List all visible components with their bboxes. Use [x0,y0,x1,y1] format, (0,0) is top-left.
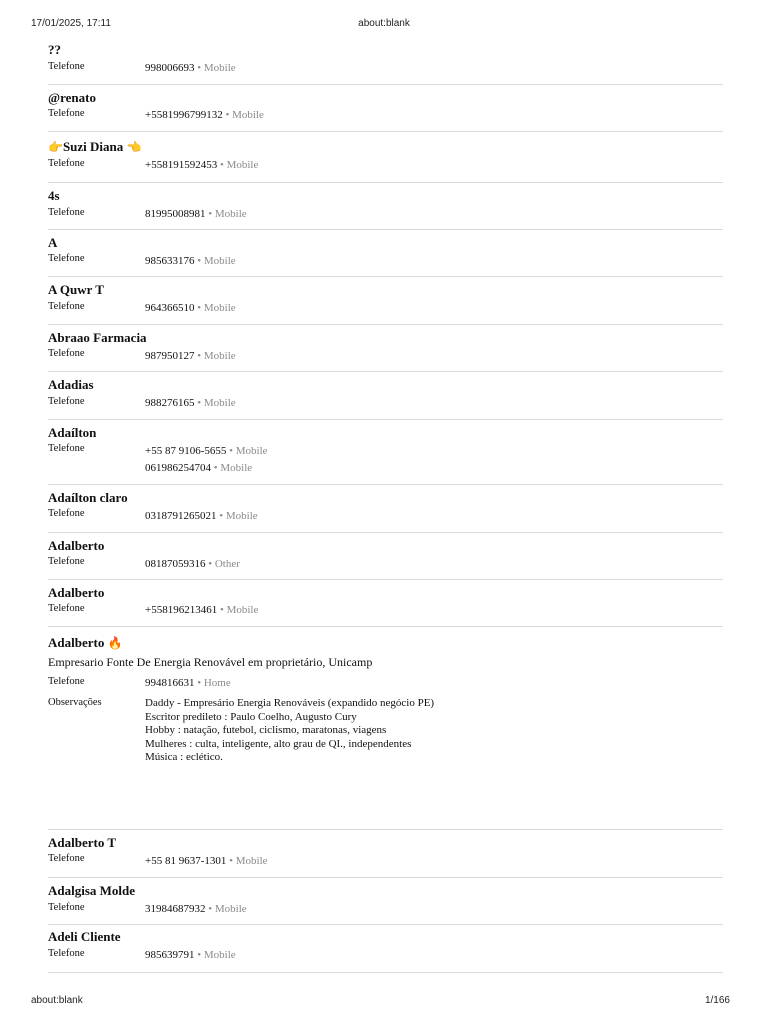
phone-entry [145,902,247,916]
phone-entry [145,396,236,410]
phone-number: 998006693 [145,62,195,74]
phone-label: Telefone [48,158,85,169]
contact-name [48,139,141,155]
phone-type: • Mobile [229,445,268,457]
phone-label: Telefone [48,443,85,454]
note-line: Hobby : natação, futebol, ciclismo, maratonas, viagens [145,724,387,736]
phone-number: 31984687932 [145,903,206,915]
phone-entry [145,444,268,458]
phone-number: 061986254704 [145,462,211,474]
phone-number: +5581996799132 [145,109,223,121]
page-number: 1/166 [704,995,730,1006]
phone-number: 08187059316 [145,558,206,570]
contact-name: Abraao Farmacia [48,330,147,345]
contact-name-text: Adalberto [48,635,105,650]
contact-name: 4s [48,188,60,203]
contact-entry [48,420,723,485]
phone-number: 985639791 [145,949,195,961]
contact-name: Adaílton claro [48,490,128,505]
print-header [31,18,737,31]
phone-entry [145,676,231,690]
contact-name: Adalgisa Molde [48,883,136,898]
phone-entry [145,509,258,523]
phone-type: • Mobile [219,510,258,522]
phone-number: +55 87 9106-5655 [145,445,227,457]
phone-label: Telefone [48,853,85,864]
fire-icon: 🔥 [107,636,123,650]
contact-name-text: Suzi Diana [62,139,124,154]
phone-number: 0318791265021 [145,510,217,522]
contact-notes [145,697,434,765]
print-url-header: about:blank [358,18,410,29]
contact-entry [48,183,723,230]
phone-number: 994816631 [145,677,195,689]
pointing-left-icon: 👈 [126,140,142,154]
phone-entry [145,301,236,315]
phone-type: • Mobile [213,462,253,474]
contact-entry [48,325,723,372]
contact-name: Adadias [48,377,94,392]
phone-entry [145,854,268,868]
phone-label: Telefone [48,902,85,913]
phone-number: +55 81 9637-1301 [145,855,227,867]
notes-label: Observações [48,697,102,708]
contact-entry [48,38,723,85]
contact-name: Adalberto [48,585,105,600]
note-line: Escritor predileto : Paulo Coelho, Augusto Cury [145,710,357,723]
contact-entry [48,533,723,580]
phone-label: Telefone [48,348,85,359]
phone-entry [145,207,247,221]
contact-entry [48,627,723,830]
contact-entry [48,925,723,973]
phone-number: +558196213461 [145,604,218,616]
contact-name: @renato [48,90,96,105]
phone-label: Telefone [48,61,85,72]
phone-entry [145,349,236,363]
phone-entry [145,108,264,122]
phone-type: • Mobile [208,903,247,915]
phone-label: Telefone [48,603,85,614]
contact-entry [48,372,723,420]
note-line: Música : eclético. [145,751,223,763]
contact-entry [48,85,723,132]
contact-entry [48,878,723,925]
phone-number: +558191592453 [145,159,218,171]
print-footer [31,995,737,1008]
contact-entry [48,230,723,277]
phone-label: Telefone [48,253,85,264]
contact-name: Adalberto [48,538,105,553]
contact-name: Adaílton [48,425,97,440]
contact-name: Adeli Cliente [48,929,121,944]
phone-entry [145,254,236,268]
note-line: Daddy - Empresário Energia Renováveis (expandido negócio PE) [145,697,435,709]
phone-label: Telefone [48,948,85,959]
phone-type: • Mobile [225,109,264,121]
note-line: Mulheres : culta, inteligente, alto grau de QI., independentes [145,737,412,750]
phone-entry [145,603,258,617]
pointing-right-icon: 👉 [48,140,63,154]
contact-entry [48,132,723,183]
contact-organization: Empresario Fonte De Energia Renovável em proprietário, Unicamp [48,655,373,669]
phone-number: 987950127 [145,350,195,362]
contact-name: A Quwr T [48,282,104,297]
phone-type: • Other [208,558,240,570]
phone-type: • Mobile [197,397,236,409]
phone-label: Telefone [48,508,85,519]
print-url-footer: about:blank [31,995,83,1006]
contact-name: Adalberto T [48,835,117,850]
phone-type: • Mobile [197,62,236,74]
print-datetime: 17/01/2025, 17:11 [31,18,111,29]
phone-label: Telefone [48,301,85,312]
phone-label: Telefone [48,676,85,687]
phone-number: 988276165 [145,397,195,409]
phone-type: • Mobile [197,255,236,267]
phone-entry [145,948,236,962]
phone-type: • Mobile [219,159,259,171]
phone-type: • Home [197,677,231,689]
contact-name [48,635,123,651]
phone-label: Telefone [48,556,85,567]
phone-type: • Mobile [219,604,259,616]
phone-entry [145,557,240,571]
phone-type: • Mobile [197,949,236,961]
phone-entry [145,461,252,475]
phone-entry [145,61,236,75]
phone-type: • Mobile [208,208,247,220]
contact-entry [48,580,723,627]
phone-number: 964366510 [145,302,195,314]
phone-label: Telefone [48,108,85,119]
phone-label: Telefone [48,207,85,218]
phone-type: • Mobile [197,302,236,314]
contact-list [48,38,723,973]
phone-number: 81995008981 [145,208,206,220]
phone-type: • Mobile [229,855,268,867]
phone-entry [145,158,258,172]
phone-number: 985633176 [145,255,195,267]
contact-name: ?? [48,42,61,57]
phone-type: • Mobile [197,350,236,362]
contact-entry [48,485,723,533]
contact-entry [48,277,723,325]
phone-label: Telefone [48,396,85,407]
contact-entry [48,830,723,878]
contact-name: A [48,235,58,250]
